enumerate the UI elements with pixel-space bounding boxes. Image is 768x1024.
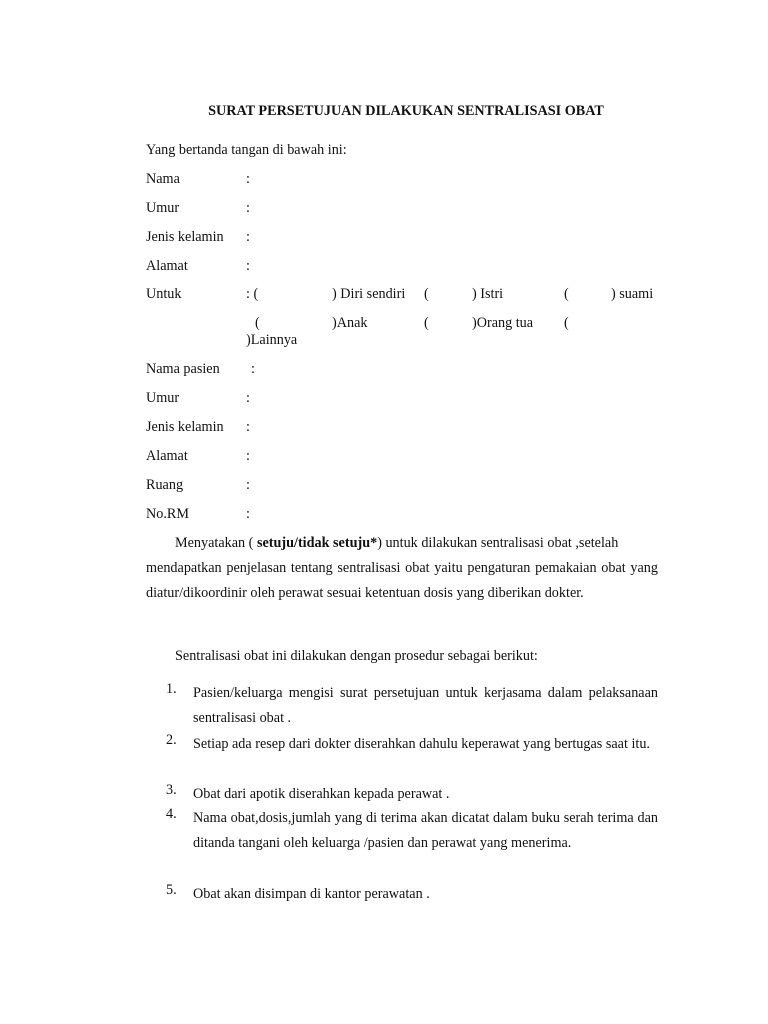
label-umur-pasien: Umur xyxy=(146,390,180,406)
label-nama-pasien: Nama pasien xyxy=(146,361,220,377)
step-text: Setiap ada resep dari dokter diserahkan dahulu keperawat yang bertugas saat itu. xyxy=(193,736,650,752)
statement-line1-rest: ) untuk dilakukan sentralisasi obat ,setelah xyxy=(377,535,619,551)
statement-choice: setuju/tidak setuju* xyxy=(256,535,378,551)
option-istri: ) Istri xyxy=(472,286,504,302)
colon-umur: : xyxy=(246,200,250,216)
colon-nama-pasien: : xyxy=(251,361,255,377)
label-no-rm: No.RM xyxy=(146,506,189,522)
colon-nama: : xyxy=(246,171,250,187)
label-jenis-kelamin-pasien: Jenis kelamin xyxy=(146,419,224,435)
colon-alamat-pasien: : xyxy=(246,448,250,464)
colon-umur-pasien: : xyxy=(246,390,250,406)
open-istri: ( xyxy=(424,286,429,302)
open-anak: ( xyxy=(255,315,260,331)
step-number: 1. xyxy=(166,681,177,697)
procedure-intro: Sentralisasi obat ini dilakukan dengan prosedur sebagai berikut: xyxy=(175,648,538,664)
colon-no-rm: : xyxy=(246,506,250,522)
colon-jenis-kelamin-pasien: : xyxy=(246,419,250,435)
label-untuk: Untuk xyxy=(146,286,182,302)
label-alamat-pasien: Alamat xyxy=(146,448,188,464)
step-text: Obat dari apotik diserahkan kepada perawat . xyxy=(193,786,450,802)
intro-text: Yang bertanda tangan di bawah ini: xyxy=(146,142,347,158)
label-umur: Umur xyxy=(146,200,180,216)
step-number: 5. xyxy=(166,882,177,898)
step-number: 4. xyxy=(166,806,177,822)
statement-prefix: Menyatakan ( xyxy=(175,535,257,551)
step-number: 3. xyxy=(166,782,177,798)
open-lainnya: ( xyxy=(564,315,569,331)
label-alamat: Alamat xyxy=(146,258,188,274)
open-orang-tua: ( xyxy=(424,315,429,331)
label-ruang: Ruang xyxy=(146,477,184,493)
option-diri-sendiri: ) Diri sendiri xyxy=(332,286,406,302)
untuk-open-diri-sendiri: : ( xyxy=(246,286,259,302)
step-text: Pasien/keluarga mengisi surat persetujuan untuk kerjasama dalam pelaksanaan sentralisasi obat . xyxy=(193,685,658,726)
colon-ruang: : xyxy=(246,477,250,493)
step-text: Obat akan disimpan di kantor perawatan . xyxy=(193,886,430,902)
option-orang-tua: )Orang tua xyxy=(472,315,534,331)
document-title: SURAT PERSETUJUAN DILAKUKAN SENTRALISASI OBAT xyxy=(208,103,604,119)
colon-jenis-kelamin: : xyxy=(246,229,250,245)
statement-line1 xyxy=(175,535,618,552)
step-text: Nama obat,dosis,jumlah yang di terima akan dicatat dalam buku serah terima dan ditanda tangani oleh keluarga /pasien dan perawat yang menerima. xyxy=(193,810,658,851)
label-nama: Nama xyxy=(146,171,180,187)
step-number: 2. xyxy=(166,732,177,748)
option-lainnya: )Lainnya xyxy=(246,332,298,348)
option-anak: )Anak xyxy=(332,315,368,331)
colon-alamat: : xyxy=(246,258,250,274)
open-suami: ( xyxy=(564,286,569,302)
option-suami: ) suami xyxy=(611,286,654,302)
statement-body: mendapatkan penjelasan tentang sentralisasi obat yaitu pengaturan pemakaian obat yang diatur/dikoordinir oleh perawat sesuai ketentuan dosis yang diberikan dokter. xyxy=(146,560,658,601)
label-jenis-kelamin: Jenis kelamin xyxy=(146,229,224,245)
